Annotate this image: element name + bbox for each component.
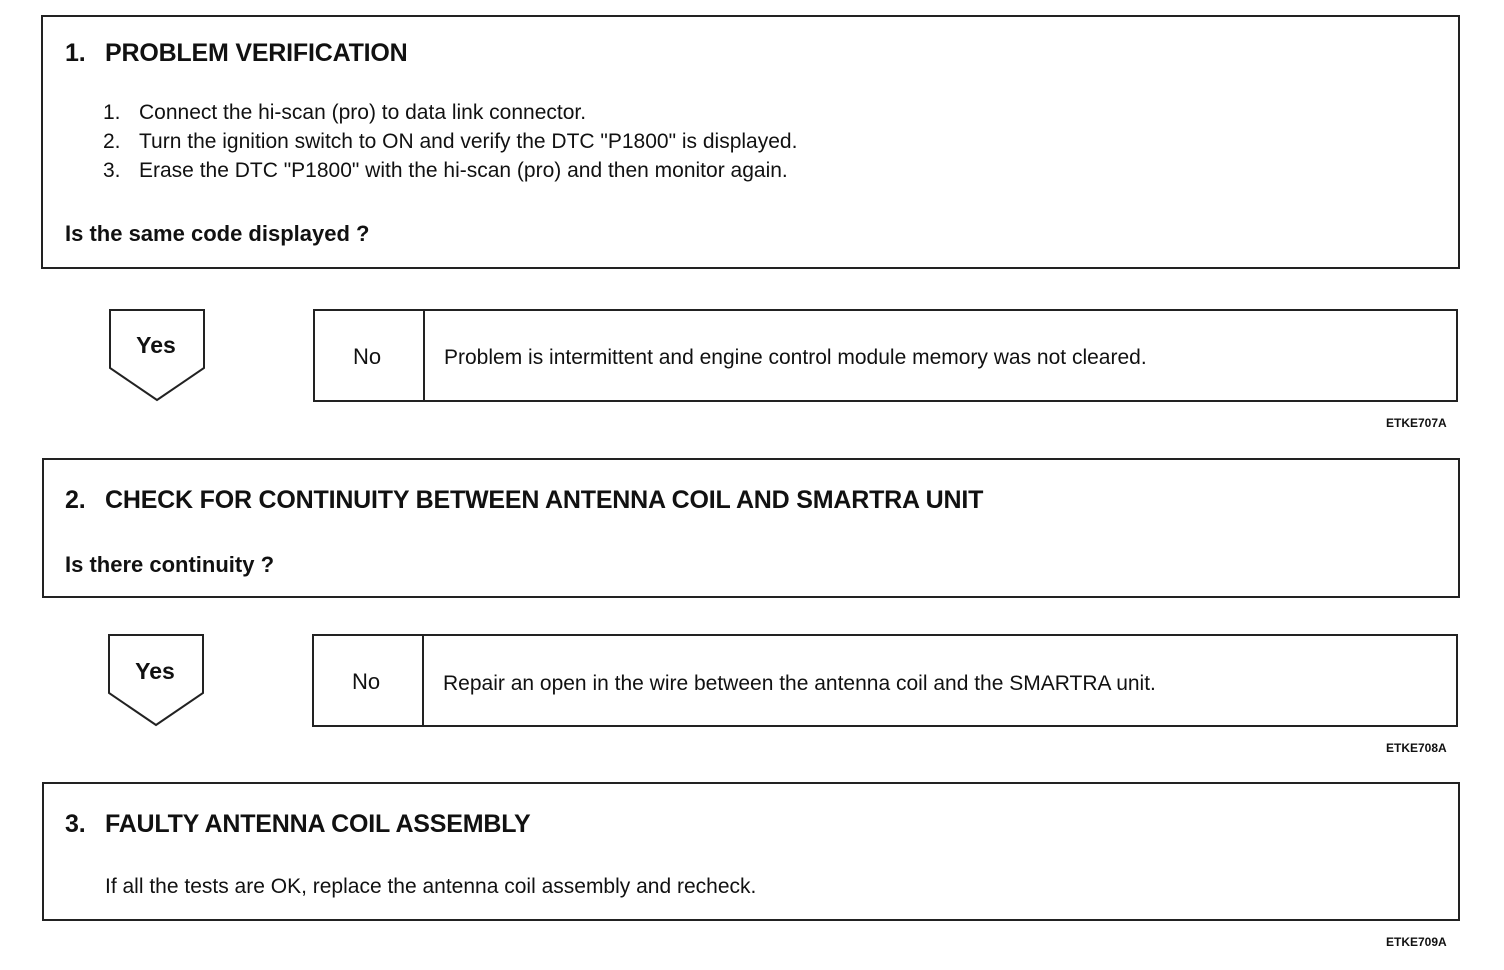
no-box-divider xyxy=(423,311,425,400)
step-2-no-label: No xyxy=(352,669,381,694)
no-box-divider xyxy=(422,636,424,725)
step-1-no-box xyxy=(313,309,1458,402)
step-1-title-text: PROBLEM VERIFICATION xyxy=(105,39,408,67)
step-1-number: 1. xyxy=(65,39,86,67)
step-2-title xyxy=(65,486,983,515)
step-2-title-text: CHECK FOR CONTINUITY BETWEEN ANTENNA COIL AND SMARTRA UNIT xyxy=(105,486,984,514)
figure-code-3: ETKE709A xyxy=(1386,935,1447,949)
step-3-body: If all the tests are OK, replace the antenna coil assembly and recheck. xyxy=(105,875,757,898)
step-2-number: 2. xyxy=(65,486,86,514)
instruction-number: 2. xyxy=(103,130,121,153)
step-1-no-label: No xyxy=(353,344,382,369)
step-1-instruction-2 xyxy=(103,130,797,154)
step-1-title xyxy=(65,39,407,68)
step-3-title xyxy=(65,810,530,839)
step-1-no-result: Problem is intermittent and engine control module memory was not cleared. xyxy=(444,346,1147,369)
step-3-title-text: FAULTY ANTENNA COIL ASSEMBLY xyxy=(105,810,531,838)
instruction-number: 1. xyxy=(103,101,121,124)
instruction-text: Erase the DTC "P1800" with the hi-scan (pro) and then monitor again. xyxy=(139,159,788,182)
step-1-yes-label: Yes xyxy=(136,332,176,358)
step-1-box xyxy=(41,15,1460,269)
step-2-box xyxy=(42,458,1460,598)
step-1-instruction-1 xyxy=(103,101,586,125)
instruction-number: 3. xyxy=(103,159,121,182)
instruction-text: Turn the ignition switch to ON and verify the DTC "P1800" is displayed. xyxy=(139,130,798,153)
step-2-no-result: Repair an open in the wire between the antenna coil and the SMARTRA unit. xyxy=(443,672,1156,695)
instruction-text: Connect the hi-scan (pro) to data link connector. xyxy=(139,101,587,124)
figure-code-2: ETKE708A xyxy=(1386,741,1447,755)
step-1-question: Is the same code displayed ? xyxy=(65,221,370,246)
step-2-yes-label: Yes xyxy=(135,658,175,684)
step-3-number: 3. xyxy=(65,810,86,838)
step-1-instruction-3 xyxy=(103,159,788,183)
step-2-question: Is there continuity ? xyxy=(65,552,275,577)
step-3-box xyxy=(42,782,1460,921)
step-2-no-box xyxy=(312,634,1458,727)
figure-code-1: ETKE707A xyxy=(1386,416,1447,430)
